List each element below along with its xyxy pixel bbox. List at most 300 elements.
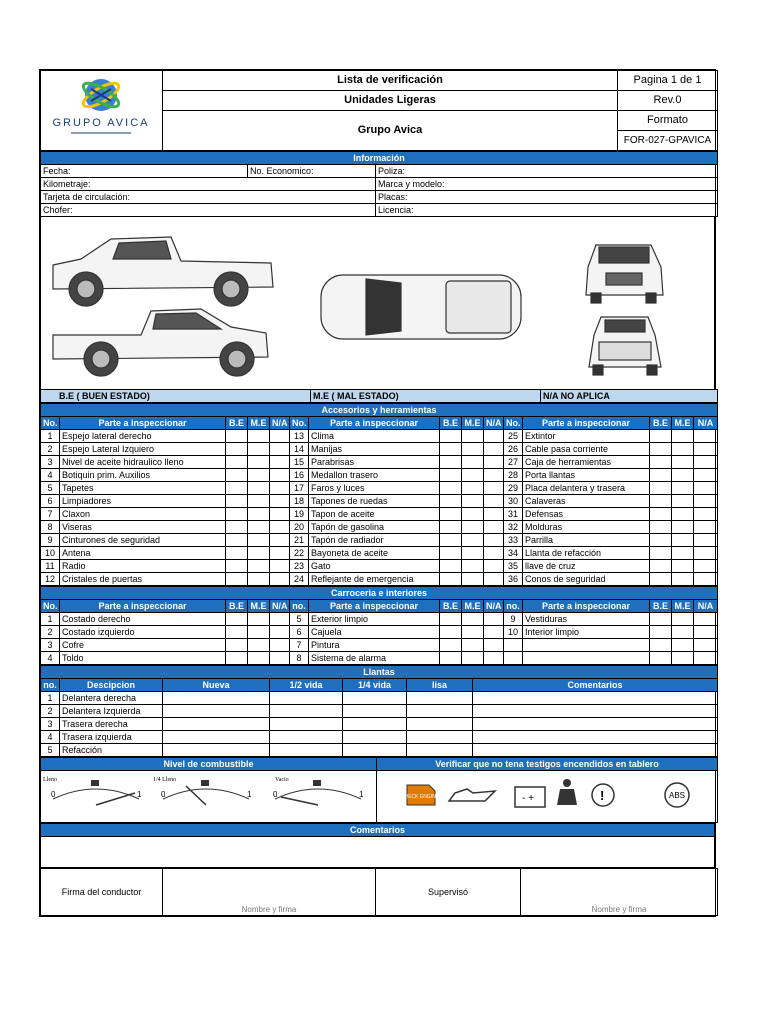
me-checkbox[interactable] [248, 508, 270, 521]
na-checkbox[interactable] [270, 521, 290, 534]
brake-warning-icon [592, 784, 614, 806]
me-checkbox[interactable] [248, 626, 270, 639]
truck-views-icon [41, 217, 716, 389]
me-checkbox[interactable] [462, 547, 484, 560]
nueva-checkbox[interactable] [163, 692, 270, 705]
gauge-label-quarter: 1/4 Lleno [153, 777, 177, 783]
me-checkbox[interactable] [672, 430, 694, 443]
me-checkbox[interactable] [462, 443, 484, 456]
col-no: no. [290, 600, 309, 613]
be-checkbox[interactable] [650, 469, 672, 482]
be-checkbox[interactable] [226, 482, 248, 495]
me-checkbox[interactable] [672, 456, 694, 469]
revision: Rev.0 [618, 91, 718, 111]
tire-comment[interactable] [473, 692, 718, 705]
format-code: FOR-027-GPAVICA [618, 131, 718, 151]
item-number: 3 [41, 639, 60, 652]
tire-comment[interactable] [473, 718, 718, 731]
page-number: Pagina 1 de 1 [618, 71, 718, 91]
legend-row [40, 389, 718, 403]
be-checkbox[interactable] [226, 443, 248, 456]
form-title-2: Unidades Ligeras [163, 91, 618, 111]
fecha-field[interactable]: Fecha: [41, 165, 248, 178]
svg-text:1: 1 [359, 790, 364, 799]
carroceria-title: Carroceria e interiores [41, 587, 718, 600]
me-checkbox[interactable] [248, 521, 270, 534]
col-parte: Parte a inspeccionar [309, 600, 440, 613]
llantas-header [41, 679, 718, 692]
be-checkbox[interactable] [440, 573, 462, 586]
lisa-checkbox[interactable] [407, 731, 473, 744]
be-checkbox[interactable] [440, 482, 462, 495]
comments-title: Comentarios [41, 824, 715, 837]
me-checkbox[interactable] [672, 443, 694, 456]
be-checkbox[interactable] [440, 613, 462, 626]
col-me: M.E [462, 600, 484, 613]
be-checkbox[interactable] [440, 547, 462, 560]
me-checkbox[interactable] [462, 521, 484, 534]
na-checkbox[interactable] [270, 652, 290, 665]
na-checkbox[interactable] [484, 443, 504, 456]
item-name: Exterior limpio [309, 613, 440, 626]
na-checkbox[interactable] [484, 626, 504, 639]
me-checkbox[interactable] [672, 508, 694, 521]
be-checkbox[interactable] [650, 495, 672, 508]
kilometraje-field[interactable]: Kilometraje: [41, 178, 376, 191]
na-checkbox[interactable] [694, 626, 718, 639]
na-checkbox[interactable] [270, 469, 290, 482]
me-checkbox[interactable] [248, 573, 270, 586]
na-checkbox[interactable] [694, 521, 718, 534]
me-checkbox[interactable] [248, 639, 270, 652]
item-name [523, 652, 650, 665]
na-checkbox[interactable] [484, 469, 504, 482]
item-name: Sistema de alarma [309, 652, 440, 665]
item-number: 6 [290, 626, 309, 639]
accesorios-header [41, 417, 718, 430]
na-checkbox[interactable] [694, 534, 718, 547]
na-checkbox[interactable] [694, 456, 718, 469]
be-checkbox[interactable] [226, 547, 248, 560]
me-checkbox[interactable] [248, 430, 270, 443]
lisa-checkbox[interactable] [407, 744, 473, 757]
me-checkbox[interactable] [462, 430, 484, 443]
tire-comment[interactable] [473, 731, 718, 744]
chofer-field[interactable]: Chofer: [41, 204, 376, 217]
na-checkbox[interactable] [484, 508, 504, 521]
driver-signature-field[interactable]: Nombre y firma [163, 869, 376, 916]
me-checkbox[interactable] [248, 443, 270, 456]
quarter-life-checkbox[interactable] [343, 705, 407, 718]
half-life-checkbox[interactable] [270, 718, 343, 731]
half-life-checkbox[interactable] [270, 731, 343, 744]
me-checkbox[interactable] [248, 469, 270, 482]
item-name: Costado derecho [60, 613, 226, 626]
llanta-row [41, 718, 718, 731]
accesorios-title: Accesorios y herramientas [41, 404, 718, 417]
na-checkbox[interactable] [694, 613, 718, 626]
be-checkbox[interactable] [650, 560, 672, 573]
nueva-checkbox[interactable] [163, 744, 270, 757]
item-number: 36 [504, 573, 523, 586]
item-number: 7 [290, 639, 309, 652]
me-checkbox[interactable] [672, 547, 694, 560]
me-checkbox[interactable] [462, 652, 484, 665]
item-number: 4 [41, 652, 60, 665]
be-checkbox[interactable] [226, 639, 248, 652]
item-name: Vestiduras [523, 613, 650, 626]
na-checkbox[interactable] [694, 652, 718, 665]
item-name: Caja de herramientas [523, 456, 650, 469]
fuel-gauge-empty-icon [273, 777, 364, 805]
na-checkbox[interactable] [270, 573, 290, 586]
be-checkbox[interactable] [650, 639, 672, 652]
signature-section [40, 868, 718, 916]
verification-form [39, 69, 716, 917]
item-name: Nivel de aceite hidraulico lleno [60, 456, 226, 469]
me-checkbox[interactable] [248, 613, 270, 626]
na-checkbox[interactable] [484, 639, 504, 652]
be-checkbox[interactable] [440, 626, 462, 639]
accesorio-row [41, 430, 718, 443]
be-checkbox[interactable] [650, 508, 672, 521]
tire-comment[interactable] [473, 705, 718, 718]
be-checkbox[interactable] [440, 443, 462, 456]
me-checkbox[interactable] [672, 560, 694, 573]
item-number: 28 [504, 469, 523, 482]
na-checkbox[interactable] [694, 639, 718, 652]
me-checkbox[interactable] [462, 534, 484, 547]
me-checkbox[interactable] [672, 613, 694, 626]
col-nueva: Nueva [163, 679, 270, 692]
truck-rear-icon [589, 317, 661, 375]
na-checkbox[interactable] [270, 430, 290, 443]
accesorio-row [41, 547, 718, 560]
be-checkbox[interactable] [226, 560, 248, 573]
lisa-checkbox[interactable] [407, 692, 473, 705]
be-checkbox[interactable] [226, 508, 248, 521]
me-checkbox[interactable] [462, 482, 484, 495]
be-checkbox[interactable] [650, 482, 672, 495]
col-no: No. [504, 417, 523, 430]
item-name: Costado izquierdo [60, 626, 226, 639]
accesorio-row [41, 521, 718, 534]
check-engine-icon [401, 785, 440, 805]
col-be: B.E [226, 600, 248, 613]
me-checkbox[interactable] [462, 573, 484, 586]
quarter-life-checkbox[interactable] [343, 718, 407, 731]
item-name: Cinturones de seguridad [60, 534, 226, 547]
item-number [504, 639, 523, 652]
na-checkbox[interactable] [694, 560, 718, 573]
accesorio-row [41, 508, 718, 521]
col-na: N/A [270, 600, 290, 613]
item-number: 1 [41, 430, 60, 443]
item-name: Parabrisas [309, 456, 440, 469]
me-checkbox[interactable] [462, 626, 484, 639]
col-no: no. [504, 600, 523, 613]
item-number: 17 [290, 482, 309, 495]
me-checkbox[interactable] [672, 534, 694, 547]
placas-field[interactable]: Placas: [376, 191, 718, 204]
item-name [523, 639, 650, 652]
be-checkbox[interactable] [650, 547, 672, 560]
accesorios-table [40, 403, 718, 586]
item-number: 15 [290, 456, 309, 469]
item-number [504, 652, 523, 665]
quarter-life-checkbox[interactable] [343, 731, 407, 744]
be-checkbox[interactable] [440, 430, 462, 443]
be-checkbox[interactable] [650, 443, 672, 456]
me-checkbox[interactable] [672, 495, 694, 508]
be-checkbox[interactable] [440, 508, 462, 521]
na-checkbox[interactable] [484, 456, 504, 469]
fuel-title: Nivel de combustible [41, 758, 377, 771]
be-checkbox[interactable] [226, 521, 248, 534]
na-checkbox[interactable] [270, 495, 290, 508]
item-number: 6 [41, 495, 60, 508]
me-checkbox[interactable] [248, 482, 270, 495]
col-na: N/A [694, 600, 718, 613]
me-checkbox[interactable] [462, 495, 484, 508]
be-checkbox[interactable] [650, 456, 672, 469]
me-checkbox[interactable] [248, 547, 270, 560]
tire-description: Refacción [60, 744, 163, 757]
comments-section [40, 823, 715, 868]
item-number: 27 [504, 456, 523, 469]
na-checkbox[interactable] [694, 547, 718, 560]
tarjeta-field[interactable]: Tarjeta de circulación: [41, 191, 376, 204]
tire-description: Delantera Izquierda [60, 705, 163, 718]
item-name: Llanta de refacción [523, 547, 650, 560]
accesorio-row [41, 482, 718, 495]
be-checkbox[interactable] [650, 534, 672, 547]
na-checkbox[interactable] [270, 534, 290, 547]
na-checkbox[interactable] [270, 547, 290, 560]
abs-icon [665, 783, 689, 807]
comments-field[interactable] [41, 837, 715, 868]
nueva-checkbox[interactable] [163, 705, 270, 718]
item-name: Molduras [523, 521, 650, 534]
item-number: 4 [41, 469, 60, 482]
na-checkbox[interactable] [484, 547, 504, 560]
item-number: 29 [504, 482, 523, 495]
item-number: 23 [290, 560, 309, 573]
me-checkbox[interactable] [462, 639, 484, 652]
me-checkbox[interactable] [248, 495, 270, 508]
me-checkbox[interactable] [462, 560, 484, 573]
be-checkbox[interactable] [440, 456, 462, 469]
me-checkbox[interactable] [672, 626, 694, 639]
be-checkbox[interactable] [226, 613, 248, 626]
be-checkbox[interactable] [226, 534, 248, 547]
me-checkbox[interactable] [672, 639, 694, 652]
item-number: 1 [41, 613, 60, 626]
be-checkbox[interactable] [226, 495, 248, 508]
be-checkbox[interactable] [650, 613, 672, 626]
form-header [40, 70, 718, 151]
col-me: M.E [248, 600, 270, 613]
svg-text:1: 1 [137, 790, 142, 799]
me-checkbox[interactable] [248, 534, 270, 547]
me-checkbox[interactable] [248, 456, 270, 469]
be-checkbox[interactable] [650, 652, 672, 665]
half-life-checkbox[interactable] [270, 705, 343, 718]
be-checkbox[interactable] [226, 573, 248, 586]
na-checkbox[interactable] [694, 443, 718, 456]
truck-side-right-icon [53, 309, 268, 376]
na-checkbox[interactable] [484, 652, 504, 665]
na-checkbox[interactable] [694, 430, 718, 443]
me-checkbox[interactable] [462, 508, 484, 521]
item-number: 3 [41, 456, 60, 469]
quarter-life-checkbox[interactable] [343, 692, 407, 705]
item-number: 20 [290, 521, 309, 534]
na-checkbox[interactable] [484, 613, 504, 626]
na-checkbox[interactable] [270, 508, 290, 521]
col-na: N/A [484, 417, 504, 430]
no-economico-field[interactable]: No. Economico: [248, 165, 376, 178]
be-checkbox[interactable] [650, 521, 672, 534]
accesorio-row [41, 469, 718, 482]
tire-description: Delantera derecha [60, 692, 163, 705]
quarter-life-checkbox[interactable] [343, 744, 407, 757]
info-section [40, 151, 718, 217]
na-checkbox[interactable] [270, 456, 290, 469]
item-name: Defensas [523, 508, 650, 521]
be-checkbox[interactable] [440, 469, 462, 482]
na-checkbox[interactable] [484, 534, 504, 547]
lisa-checkbox[interactable] [407, 718, 473, 731]
na-checkbox[interactable] [270, 482, 290, 495]
item-name: Tapon de aceite [309, 508, 440, 521]
na-checkbox[interactable] [484, 430, 504, 443]
item-number: 10 [41, 547, 60, 560]
battery-icon [515, 787, 545, 807]
item-name: Espejo Lateral Izquiero [60, 443, 226, 456]
me-checkbox[interactable] [462, 456, 484, 469]
carroceria-row [41, 626, 718, 639]
be-checkbox[interactable] [226, 430, 248, 443]
item-name: Clima [309, 430, 440, 443]
fuel-gauges [41, 771, 377, 823]
item-name: Espejo lateral derecho [60, 430, 226, 443]
llanta-row [41, 744, 718, 757]
me-checkbox[interactable] [462, 469, 484, 482]
be-checkbox[interactable] [440, 534, 462, 547]
item-number: 22 [290, 547, 309, 560]
me-checkbox[interactable] [672, 521, 694, 534]
item-number: 26 [504, 443, 523, 456]
na-checkbox[interactable] [484, 573, 504, 586]
item-number: 24 [290, 573, 309, 586]
legend-be: B.E ( BUEN ESTADO) [41, 390, 311, 403]
item-number: 31 [504, 508, 523, 521]
me-checkbox[interactable] [462, 613, 484, 626]
licencia-field[interactable]: Licencia: [376, 204, 718, 217]
na-checkbox[interactable] [270, 639, 290, 652]
tire-number: 4 [41, 731, 60, 744]
marca-field[interactable]: Marca y modelo: [376, 178, 718, 191]
na-checkbox[interactable] [484, 521, 504, 534]
be-checkbox[interactable] [440, 521, 462, 534]
na-checkbox[interactable] [270, 613, 290, 626]
poliza-field[interactable]: Poliza: [376, 165, 718, 178]
be-checkbox[interactable] [440, 652, 462, 665]
item-number: 7 [41, 508, 60, 521]
na-checkbox[interactable] [484, 495, 504, 508]
supervisor-signature-field[interactable]: Nombre y firma [521, 869, 718, 916]
item-number: 16 [290, 469, 309, 482]
na-checkbox[interactable] [694, 508, 718, 521]
na-checkbox[interactable] [270, 443, 290, 456]
col-be: B.E [440, 600, 462, 613]
fuel-gauge-quarter-icon [153, 777, 252, 805]
be-checkbox[interactable] [650, 573, 672, 586]
me-checkbox[interactable] [248, 652, 270, 665]
logo-globe-icon [41, 71, 161, 147]
item-name: Pintura [309, 639, 440, 652]
half-life-checkbox[interactable] [270, 692, 343, 705]
col-no: no. [41, 679, 60, 692]
item-name: Toldo [60, 652, 226, 665]
item-name: Limpiadores [60, 495, 226, 508]
me-checkbox[interactable] [672, 469, 694, 482]
col-parte: Parte a inspeccionar [523, 417, 650, 430]
be-checkbox[interactable] [440, 639, 462, 652]
na-checkbox[interactable] [484, 560, 504, 573]
svg-text:0: 0 [161, 790, 166, 799]
accesorio-row [41, 534, 718, 547]
me-checkbox[interactable] [672, 652, 694, 665]
item-number: 34 [504, 547, 523, 560]
nueva-checkbox[interactable] [163, 731, 270, 744]
lisa-checkbox[interactable] [407, 705, 473, 718]
be-checkbox[interactable] [650, 430, 672, 443]
nueva-checkbox[interactable] [163, 718, 270, 731]
na-checkbox[interactable] [694, 573, 718, 586]
me-checkbox[interactable] [672, 573, 694, 586]
be-checkbox[interactable] [226, 652, 248, 665]
na-checkbox[interactable] [270, 626, 290, 639]
half-life-checkbox[interactable] [270, 744, 343, 757]
be-checkbox[interactable] [440, 495, 462, 508]
na-checkbox[interactable] [694, 495, 718, 508]
be-checkbox[interactable] [226, 626, 248, 639]
me-checkbox[interactable] [248, 560, 270, 573]
item-name: Porta llantas [523, 469, 650, 482]
na-checkbox[interactable] [694, 469, 718, 482]
svg-text:1: 1 [247, 790, 252, 799]
be-checkbox[interactable] [440, 560, 462, 573]
me-checkbox[interactable] [672, 482, 694, 495]
na-checkbox[interactable] [270, 560, 290, 573]
na-checkbox[interactable] [484, 482, 504, 495]
item-number: 5 [41, 482, 60, 495]
col-quarter: 1/4 vida [343, 679, 407, 692]
be-checkbox[interactable] [226, 469, 248, 482]
llanta-row [41, 705, 718, 718]
col-parte: Parte a inspeccionar [60, 417, 226, 430]
seatbelt-icon [557, 779, 577, 805]
na-checkbox[interactable] [694, 482, 718, 495]
tire-number: 1 [41, 692, 60, 705]
item-name: Conos de seguridad [523, 573, 650, 586]
be-checkbox[interactable] [226, 456, 248, 469]
be-checkbox[interactable] [650, 626, 672, 639]
tire-comment[interactable] [473, 744, 718, 757]
item-number: 14 [290, 443, 309, 456]
